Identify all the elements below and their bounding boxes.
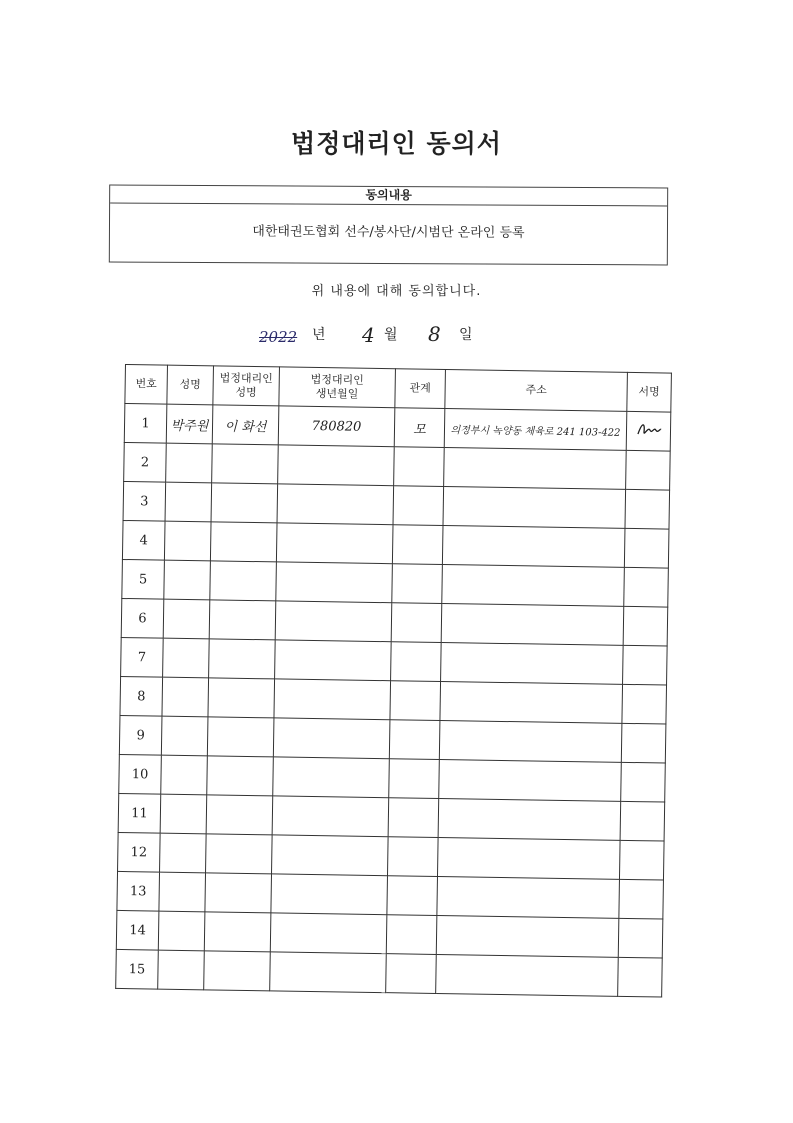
header-guardian-name-line2: 성명 xyxy=(235,385,257,400)
row-address: 의정부시 녹양동 체육로 241 103-422 xyxy=(444,409,627,451)
row-number: 14 xyxy=(116,910,159,950)
row-guardian-birth xyxy=(273,757,390,798)
row-address xyxy=(439,759,622,801)
row-relation xyxy=(386,954,437,994)
row-address xyxy=(440,681,623,723)
row-guardian-birth xyxy=(275,640,392,681)
date-day-handwritten: 8 xyxy=(428,322,441,346)
row-guardian-name xyxy=(204,951,271,991)
row-guardian-name xyxy=(207,717,274,757)
row-number: 9 xyxy=(119,715,162,755)
date-year-handwritten: 2022 xyxy=(259,328,298,346)
row-relation xyxy=(389,720,440,760)
page-title: 법정대리인 동의서 xyxy=(291,129,502,158)
row-number: 12 xyxy=(118,832,161,872)
row-guardian-birth xyxy=(278,445,395,486)
row-guardian-name xyxy=(210,522,277,562)
row-address xyxy=(441,643,624,685)
row-relation xyxy=(392,564,443,604)
row-guardian-birth xyxy=(271,874,388,915)
row-relation xyxy=(388,798,439,838)
header-name: 성명 xyxy=(167,365,214,405)
row-name xyxy=(160,794,207,834)
row-guardian-birth xyxy=(270,913,387,954)
row-guardian-name xyxy=(205,873,272,913)
row-address xyxy=(442,526,625,568)
row-name xyxy=(158,911,205,951)
row-name xyxy=(162,677,209,717)
row-name xyxy=(165,482,212,522)
row-guardian-name xyxy=(207,756,274,796)
row-signature xyxy=(624,567,669,607)
row-number: 5 xyxy=(122,559,165,599)
row-signature xyxy=(618,957,663,997)
row-guardian-name xyxy=(211,483,278,523)
row-name xyxy=(163,638,210,678)
row-guardian-name xyxy=(209,639,276,679)
row-relation xyxy=(387,837,438,877)
row-signature xyxy=(619,879,664,919)
row-name xyxy=(164,521,211,561)
row-address xyxy=(443,487,626,529)
row-relation xyxy=(391,603,442,643)
header-guardian-name-line1: 법정대리인 xyxy=(219,371,273,386)
row-address xyxy=(438,798,621,840)
row-name xyxy=(158,950,205,990)
row-relation xyxy=(393,486,444,526)
header-signature: 서명 xyxy=(627,372,672,412)
row-guardian-name xyxy=(210,561,277,601)
row-name xyxy=(164,560,211,600)
row-address xyxy=(439,720,622,762)
table-row xyxy=(116,949,663,997)
row-name xyxy=(163,599,210,639)
consent-header: 동의내용 xyxy=(110,186,667,207)
row-name xyxy=(159,872,206,912)
row-signature xyxy=(621,723,666,763)
row-number: 3 xyxy=(123,481,166,521)
date-day-label: 일 xyxy=(459,327,473,343)
header-address: 주소 xyxy=(445,370,628,412)
row-guardian-birth xyxy=(277,484,394,525)
row-address xyxy=(442,565,625,607)
row-signature xyxy=(618,918,663,958)
row-number: 13 xyxy=(117,871,160,911)
row-number: 8 xyxy=(120,676,163,716)
row-name xyxy=(160,833,207,873)
row-guardian-name xyxy=(206,834,273,874)
row-address xyxy=(436,954,619,996)
row-number: 11 xyxy=(118,793,161,833)
row-signature xyxy=(620,801,665,841)
row-guardian-birth xyxy=(270,952,387,993)
header-guardian-name xyxy=(213,366,280,406)
row-signature xyxy=(626,411,671,451)
row-relation: 모 xyxy=(394,408,445,448)
row-name xyxy=(161,755,208,795)
header-guardian-birth xyxy=(279,367,396,408)
row-address xyxy=(441,604,624,646)
row-signature xyxy=(624,528,669,568)
header-relation: 관계 xyxy=(395,369,446,409)
row-address xyxy=(444,448,627,490)
row-relation xyxy=(391,642,442,682)
row-guardian-name xyxy=(208,678,275,718)
agree-statement: 위 내용에 대해 동의합니다. xyxy=(311,284,482,299)
row-relation xyxy=(389,759,440,799)
row-relation xyxy=(394,447,445,487)
row-guardian-name xyxy=(212,444,279,484)
row-guardian-name xyxy=(204,912,271,952)
row-number: 6 xyxy=(121,598,164,638)
row-signature xyxy=(619,840,664,880)
row-guardian-name xyxy=(206,795,273,835)
row-signature xyxy=(625,489,670,529)
row-guardian-birth xyxy=(276,523,393,564)
header-guardian-birth-line1: 법정대리인 xyxy=(310,372,364,387)
row-relation xyxy=(387,876,438,916)
row-guardian-birth xyxy=(276,562,393,603)
row-number: 10 xyxy=(119,754,162,794)
date-month-label: 월 xyxy=(384,327,398,343)
row-relation xyxy=(386,915,437,955)
row-address xyxy=(437,876,620,918)
row-signature xyxy=(622,684,667,724)
row-guardian-birth xyxy=(274,679,391,720)
row-name xyxy=(161,716,208,756)
row-number: 7 xyxy=(121,637,164,677)
header-no: 번호 xyxy=(125,365,168,405)
row-number: 4 xyxy=(122,520,165,560)
row-signature xyxy=(623,606,668,646)
row-guardian-birth xyxy=(272,835,389,876)
consent-content: 대한태권도협회 선수/봉사단/시범단 온라인 등록 xyxy=(252,224,525,241)
row-guardian-birth xyxy=(272,796,389,837)
row-guardian-birth xyxy=(275,601,392,642)
row-address xyxy=(437,837,620,879)
row-relation xyxy=(390,681,441,721)
signature-scribble xyxy=(635,420,661,438)
header-guardian-birth-line2: 생년월일 xyxy=(315,387,359,401)
row-number: 2 xyxy=(124,442,167,482)
row-signature xyxy=(626,450,671,490)
row-name: 박주원 xyxy=(166,404,213,444)
row-guardian-birth: 780820 xyxy=(278,406,395,447)
date-year-label: 년 xyxy=(312,327,326,343)
date-month-handwritten: 4 xyxy=(362,323,375,347)
row-guardian-birth xyxy=(273,718,390,759)
row-number: 1 xyxy=(124,404,167,444)
row-signature xyxy=(623,645,668,685)
row-number: 15 xyxy=(116,949,159,989)
registration-table xyxy=(115,364,671,992)
row-signature xyxy=(621,762,666,802)
consent-box xyxy=(109,185,668,266)
date-row xyxy=(0,320,793,350)
row-guardian-name xyxy=(209,600,276,640)
row-address xyxy=(436,915,619,957)
row-relation xyxy=(392,525,443,565)
row-guardian-name: 이 화선 xyxy=(212,405,279,445)
row-name xyxy=(166,443,213,483)
